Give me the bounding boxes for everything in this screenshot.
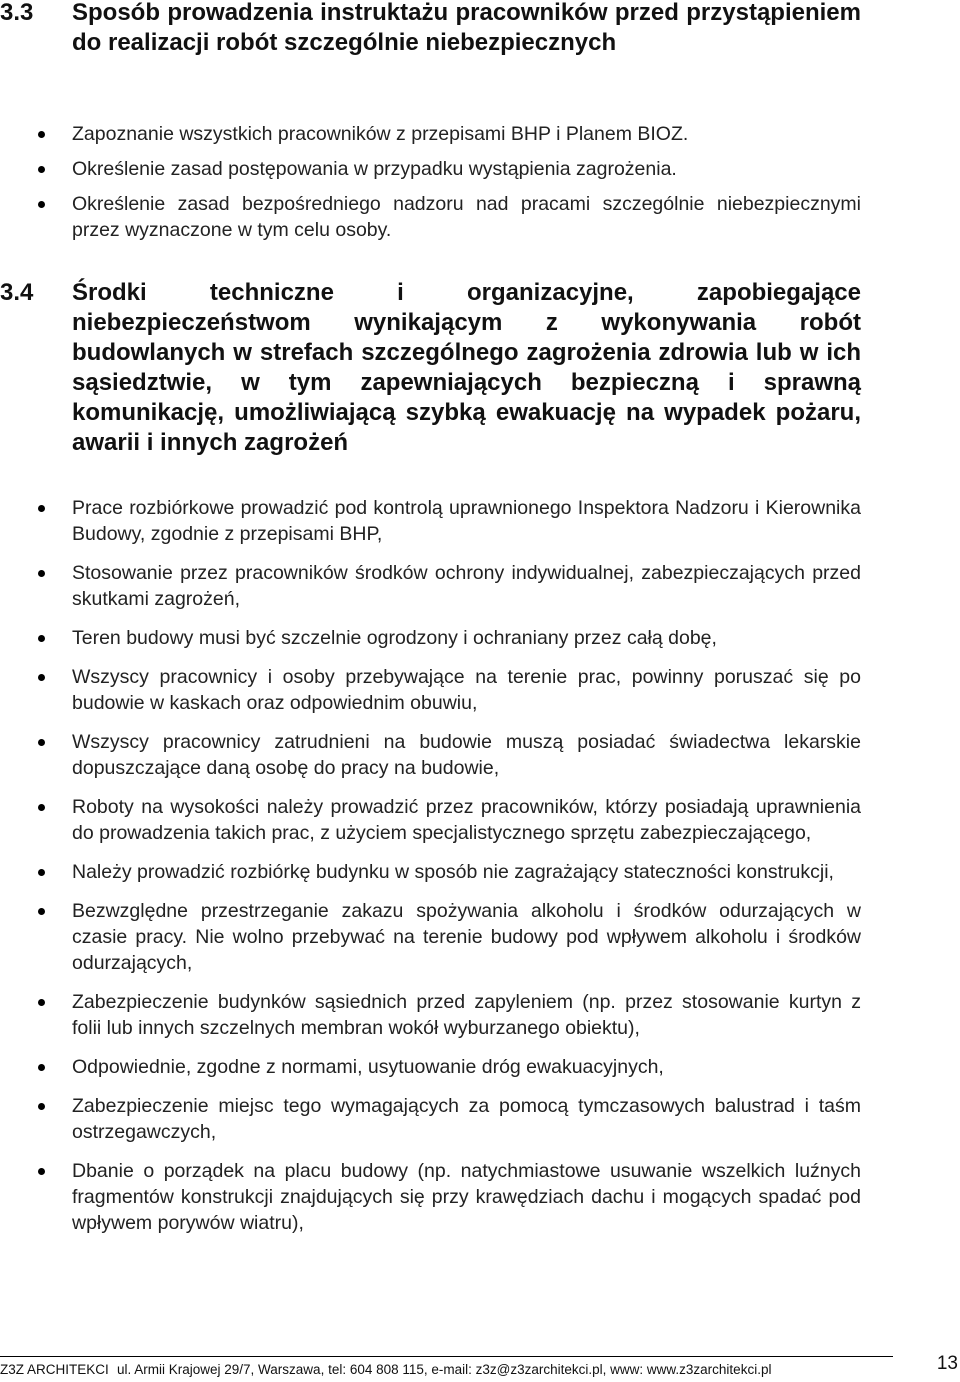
bullet-icon: [38, 131, 45, 138]
list-item: [0, 156, 861, 182]
bullet-icon: [38, 201, 45, 208]
list-item: [0, 1093, 861, 1145]
list-item: [0, 495, 861, 547]
list-item-text: Stosowanie przez pracowników środków ochrony indywidualnej, zabezpieczających przed skutkami zagrożeń,: [72, 562, 861, 610]
list-item-text: Roboty na wysokości należy prowadzić przez pracowników, którzy posiadają uprawnienia do prowadzenia takich prac, z użyciem specjalistycznego sprzętu zabezpieczającego,: [72, 796, 861, 844]
section-3-3-list: [0, 121, 861, 252]
list-item-text: Zapoznanie wszystkich pracowników z przepisami BHP i Planem BIOZ.: [72, 123, 689, 145]
page-number: 13: [936, 1353, 958, 1374]
list-item-text: Bezwzględne przestrzeganie zakazu spożywania alkoholu i środków odurzających w czasie pracy. Nie wolno przebywać na terenie budowy pod wpływem alkoholu i środków odurzających,: [72, 900, 861, 974]
footer-address: ul. Armii Krajowej 29/7, Warszawa, tel: 604 808 115, e-mail: z3z@z3zarchitekci.pl, www: www.z3zarchitekci.pl: [117, 1362, 772, 1377]
footer-divider: [0, 1356, 893, 1357]
bullet-icon: [38, 635, 45, 642]
list-item-text: Określenie zasad postępowania w przypadku wystąpienia zagrożenia.: [72, 158, 677, 180]
list-item: [0, 794, 861, 846]
footer-brand: Z3Z ARCHITEKCI: [0, 1362, 109, 1377]
bullet-icon: [38, 908, 45, 915]
bullet-icon: [38, 999, 45, 1006]
list-item-text: Określenie zasad bezpośredniego nadzoru nad pracami szczególnie niebezpiecznymi przez wyznaczone w tym celu osoby.: [72, 193, 861, 241]
section-3-4-list: [0, 495, 861, 1249]
list-item: [0, 1054, 861, 1080]
bullet-icon: [38, 1168, 45, 1175]
list-item: [0, 664, 861, 716]
bullet-icon: [38, 570, 45, 577]
section-3-4-heading: [0, 278, 861, 458]
list-item-text: Wszyscy pracownicy i osoby przebywające na terenie prac, powinny poruszać się po budowie w kaskach oraz odpowiednim obuwiu,: [72, 666, 861, 714]
list-item: [0, 191, 861, 243]
page-footer: [0, 1353, 960, 1381]
bullet-icon: [38, 505, 45, 512]
list-item-text: Odpowiednie, zgodne z normami, usytuowanie dróg ewakuacyjnych,: [72, 1056, 664, 1078]
list-item-text: Teren budowy musi być szczelnie ogrodzony i ochraniany przez całą dobę,: [72, 627, 717, 649]
list-item-text: Prace rozbiórkowe prowadzić pod kontrolą uprawnionego Inspektora Nadzoru i Kierownika Budowy, zgodnie z przepisami BHP,: [72, 497, 861, 545]
bullet-icon: [38, 674, 45, 681]
list-item-text: Wszyscy pracownicy zatrudnieni na budowie muszą posiadać świadectwa lekarskie dopuszczające daną osobę do pracy na budowie,: [72, 731, 861, 779]
list-item: [0, 625, 861, 651]
section-3-3-heading: [0, 0, 861, 58]
list-item: [0, 898, 861, 976]
list-item: [0, 560, 861, 612]
bullet-icon: [38, 166, 45, 173]
list-item-text: Należy prowadzić rozbiórkę budynku w sposób nie zagrażający stateczności konstrukcji,: [72, 861, 834, 883]
bullet-icon: [38, 739, 45, 746]
bullet-icon: [38, 1103, 45, 1110]
section-number: 3.3: [0, 0, 34, 26]
list-item-text: Dbanie o porządek na placu budowy (np. natychmiastowe usuwanie wszelkich luźnych fragmentów konstrukcji znajdujących się przy krawędziach dachu i mogących spadać pod wpływem porywów wiatru),: [72, 1160, 861, 1234]
bullet-icon: [38, 869, 45, 876]
list-item: [0, 989, 861, 1041]
list-item-text: Zabezpieczenie budynków sąsiednich przed zapyleniem (np. przez stosowanie kurtyn z folii lub innych szczelnych membran wokół wyburzanego obiektu),: [72, 991, 861, 1039]
section-title: Sposób prowadzenia instruktażu pracowników przed przystąpieniem do realizacji robót szczególnie niebezpiecznych: [72, 0, 861, 56]
bullet-icon: [38, 804, 45, 811]
bullet-icon: [38, 1064, 45, 1071]
list-item: [0, 859, 861, 885]
list-item: [0, 121, 861, 147]
list-item-text: Zabezpieczenie miejsc tego wymagających za pomocą tymczasowych balustrad i taśm ostrzegawczych,: [72, 1095, 861, 1143]
list-item: [0, 729, 861, 781]
list-item: [0, 1158, 861, 1236]
section-number: 3.4: [0, 279, 34, 306]
section-title: Środki techniczne i organizacyjne, zapobiegające niebezpieczeństwom wynikającym z wykonywania robót budowlanych w strefach szczególnego zagrożenia zdrowia lub w ich sąsiedztwie, w tym zapewniających bezpieczną i sprawną komunikację, umożliwiającą szybką ewakuację na wypadek pożaru, awarii i innych zagrożeń: [72, 279, 861, 456]
